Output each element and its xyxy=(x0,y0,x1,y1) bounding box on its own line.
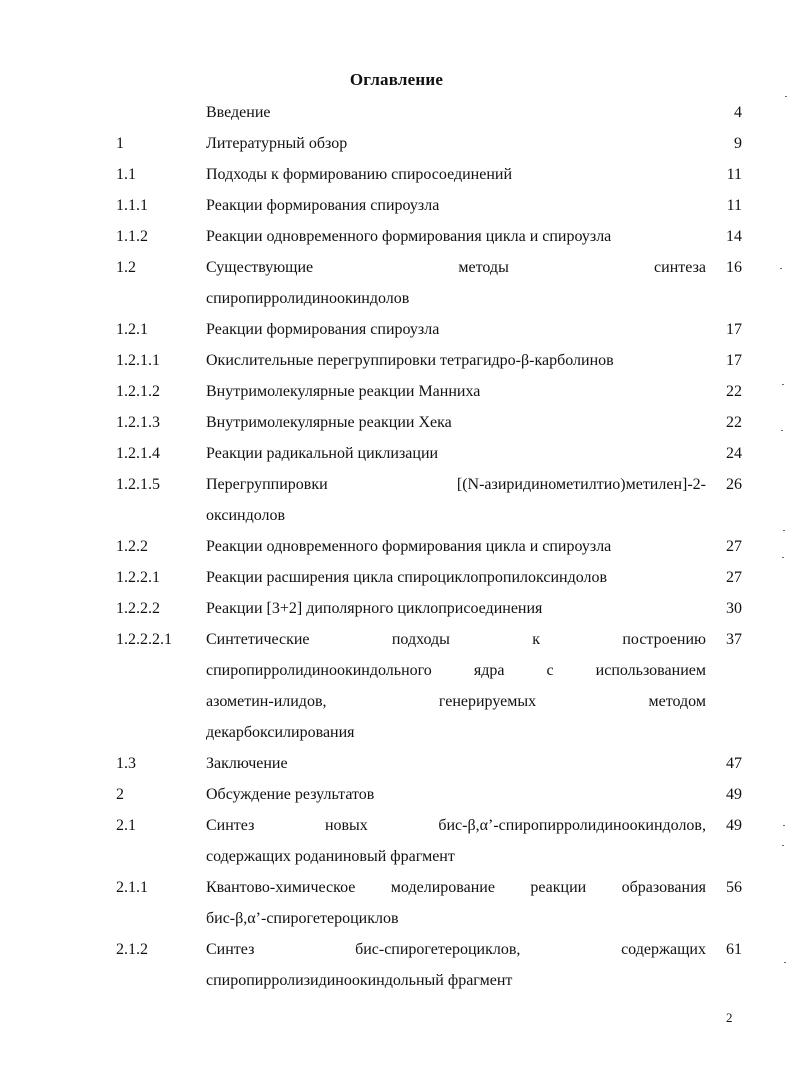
toc-entry-number: 1.3 xyxy=(116,755,136,772)
toc-entry-page: 24 xyxy=(726,445,742,462)
toc-entry-title-line: оксиндолов xyxy=(206,507,286,524)
toc-entry-title-line xyxy=(206,934,706,965)
toc-word: методом xyxy=(648,693,706,710)
toc-word: реакции xyxy=(530,879,587,896)
toc-entry xyxy=(0,97,793,128)
toc-word: Синтез xyxy=(206,817,255,834)
toc-entry xyxy=(0,934,793,996)
scan-speck xyxy=(783,825,785,826)
toc-entry-number: 1.2.1.2 xyxy=(116,383,160,400)
toc-entry-title xyxy=(206,314,706,345)
toc-entry-number: 2.1.2 xyxy=(116,941,148,958)
toc-entry-title-line xyxy=(206,686,706,717)
toc-entry xyxy=(0,159,793,190)
toc-entry xyxy=(0,562,793,593)
scan-speck xyxy=(782,384,784,385)
toc-entry xyxy=(0,221,793,252)
toc-word: использованием xyxy=(595,662,706,679)
page-title: Оглавление xyxy=(349,70,444,89)
toc-word: Перегруппировки xyxy=(206,476,328,493)
toc-word: Квантово-химическое xyxy=(206,879,356,896)
toc-entry-title xyxy=(206,748,706,779)
toc-entry xyxy=(0,438,793,469)
toc-entry xyxy=(0,593,793,624)
toc-entry-title xyxy=(206,624,706,748)
toc-entry-title-line: Реакции [3+2] диполярного циклоприсоединения xyxy=(206,600,543,617)
toc-entry-title xyxy=(206,810,706,872)
toc-entry-page: 4 xyxy=(734,104,742,121)
toc-entry-title xyxy=(206,190,706,221)
toc-entry-number: 1.2.2.2 xyxy=(116,600,160,617)
toc-entry-number: 1.1.1 xyxy=(116,197,148,214)
scan-speck xyxy=(781,430,783,431)
toc-entry-title-line xyxy=(206,810,706,841)
toc-entry xyxy=(0,314,793,345)
toc-word: к xyxy=(532,631,541,648)
toc-word: моделирование xyxy=(390,879,495,896)
toc-entry-title xyxy=(206,531,706,562)
toc-entry-page: 17 xyxy=(726,352,742,369)
toc-entry-number: 1.1.2 xyxy=(116,228,148,245)
toc-entry-number: 1.2.2.2.1 xyxy=(116,631,172,648)
toc-entry-title-line: Реакции формирования спироузла xyxy=(206,321,440,338)
toc-word: [(N-азиридинометилтио)метилен]-2- xyxy=(456,476,706,493)
toc-entry-title xyxy=(206,97,706,128)
toc-entry-title-line: Обсуждение результатов xyxy=(206,786,375,803)
toc-entry xyxy=(0,810,793,872)
toc-entry-page: 11 xyxy=(726,197,742,214)
scan-speck xyxy=(785,96,787,97)
toc-entry-page: 61 xyxy=(726,941,742,958)
toc-entry-title xyxy=(206,221,706,252)
toc-entry-title-line: спиропирролизидиноокиндольный фрагмент xyxy=(206,972,513,989)
toc-word: генерируемых xyxy=(438,693,537,710)
toc-entry-page: 22 xyxy=(726,383,742,400)
toc-entry-number: 1.2.1.4 xyxy=(116,445,160,462)
scan-speck xyxy=(780,268,782,269)
toc-entry-title-line: спиропирролидиноокиндолов xyxy=(206,290,410,307)
toc-entry xyxy=(0,531,793,562)
toc-entry-title xyxy=(206,872,706,934)
toc-word: с xyxy=(546,662,554,679)
toc-entry-title-line: Реакции одновременного формирования цикла и спироузла xyxy=(206,538,612,555)
toc-entry-page: 47 xyxy=(726,755,742,772)
toc-word: Синтез xyxy=(206,941,255,958)
toc-entry-page: 27 xyxy=(726,538,742,555)
toc-entry-title xyxy=(206,438,706,469)
toc-entry-number: 1.2.2.1 xyxy=(116,569,160,586)
toc-entry-page: 37 xyxy=(726,631,742,648)
toc-entry-number: 2.1.1 xyxy=(116,879,148,896)
toc-word: Существующие xyxy=(206,259,314,276)
toc-entry-page: 27 xyxy=(726,569,742,586)
toc-entry xyxy=(0,407,793,438)
toc-entry-title-line: Реакции формирования спироузла xyxy=(206,197,440,214)
toc-entry-title-line: Введение xyxy=(206,104,271,121)
toc-entry-title-line: Внутримолекулярные реакции Хека xyxy=(206,414,452,431)
toc-entry-title-line xyxy=(206,624,706,655)
toc-entry xyxy=(0,376,793,407)
scan-speck xyxy=(783,530,785,531)
toc-entry-page: 49 xyxy=(726,817,742,834)
toc-word: спиропирролидиноокиндольного xyxy=(206,662,432,679)
toc-entry-page: 16 xyxy=(726,259,742,276)
toc-entry-number: 1.2.1.5 xyxy=(116,476,160,493)
toc-entry-title xyxy=(206,562,706,593)
toc-entry-title-line: Заключение xyxy=(206,755,288,772)
toc-entry-title xyxy=(206,779,706,810)
toc-entry xyxy=(0,748,793,779)
toc-entry-title xyxy=(206,934,706,996)
toc-entry-number: 1.2.1.1 xyxy=(116,352,160,369)
scan-speck xyxy=(784,962,786,963)
toc-entry-title xyxy=(206,128,706,159)
toc-entry-title-line: Литературный обзор xyxy=(206,135,348,152)
toc-word: азометин-илидов, xyxy=(206,693,327,710)
toc-word: содержащих xyxy=(621,941,706,958)
toc-entry xyxy=(0,345,793,376)
toc-entry-number: 2 xyxy=(116,786,124,803)
toc-word: методы xyxy=(458,259,509,276)
toc-entry-page: 30 xyxy=(726,600,742,617)
toc-entry-page: 56 xyxy=(726,879,742,896)
toc-entry xyxy=(0,252,793,314)
toc-entry-title-line: декарбоксилирования xyxy=(206,724,355,741)
scan-speck xyxy=(782,845,784,846)
toc-entry-title xyxy=(206,252,706,314)
page-number: 2 xyxy=(726,1010,733,1025)
toc-entry-title-line: Реакции радикальной циклизации xyxy=(206,445,439,462)
toc-entry xyxy=(0,190,793,221)
toc-entry xyxy=(0,779,793,810)
toc-entry-number: 1.2.1.3 xyxy=(116,414,160,431)
toc-entry-page: 14 xyxy=(726,228,742,245)
toc-entry-number: 1.2 xyxy=(116,259,136,276)
toc-entry-page: 11 xyxy=(726,166,742,183)
toc-entry-title-line: Окислительные перегруппировки тетрагидро-β-карболинов xyxy=(206,352,614,369)
toc-entry-title-line xyxy=(206,469,706,500)
toc-entry-title xyxy=(206,376,706,407)
toc-word: новых xyxy=(324,817,368,834)
toc-word: Синтетические xyxy=(206,631,310,648)
toc-entry xyxy=(0,128,793,159)
toc-entry-title-line: Реакции расширения цикла спироциклопропилоксиндолов xyxy=(206,569,608,586)
toc-entry xyxy=(0,469,793,531)
toc-entry-number: 2.1 xyxy=(116,817,136,834)
toc-entry-page: 22 xyxy=(726,414,742,431)
toc-entry-title xyxy=(206,345,706,376)
toc-entry-title-line xyxy=(206,252,706,283)
toc-entry-page: 49 xyxy=(726,786,742,803)
toc-word: бис-спирогетероциклов, xyxy=(355,941,521,958)
toc-word: образования xyxy=(621,879,706,896)
toc-entry-title-line xyxy=(206,655,706,686)
toc-entry xyxy=(0,872,793,934)
toc-entry-title xyxy=(206,593,706,624)
toc-entry-page: 9 xyxy=(734,135,742,152)
toc-word: синтеза xyxy=(654,259,706,276)
toc-entry-number: 1.2.1 xyxy=(116,321,148,338)
toc-word: ядра xyxy=(473,662,505,679)
toc-entry-title-line: Реакции одновременного формирования цикла и спироузла xyxy=(206,228,612,245)
toc-word: бис-β,α’-спиропирролидиноокиндолов, xyxy=(438,817,706,834)
toc-entry-title xyxy=(206,159,706,190)
toc-word: подходы xyxy=(391,631,450,648)
toc-entry-number: 1.1 xyxy=(116,166,136,183)
toc-entry-title-line: бис-β,α’-спирогетероциклов xyxy=(206,910,399,927)
toc-entry-title-line: содержащих роданиновый фрагмент xyxy=(206,848,455,865)
toc-entry-title-line: Внутримолекулярные реакции Манниха xyxy=(206,383,481,400)
toc-entry-page: 26 xyxy=(726,476,742,493)
toc-word: построению xyxy=(622,631,706,648)
toc-entry-number: 1.2.2 xyxy=(116,538,148,555)
toc-entry-number: 1 xyxy=(116,135,124,152)
toc-entry-page: 17 xyxy=(726,321,742,338)
toc-entry-title xyxy=(206,469,706,531)
toc-entry-title xyxy=(206,407,706,438)
toc-entry-title-line: Подходы к формированию спиросоединений xyxy=(206,166,513,183)
scan-speck xyxy=(782,557,784,558)
toc-entry-title-line xyxy=(206,872,706,903)
toc-entry xyxy=(0,624,793,748)
